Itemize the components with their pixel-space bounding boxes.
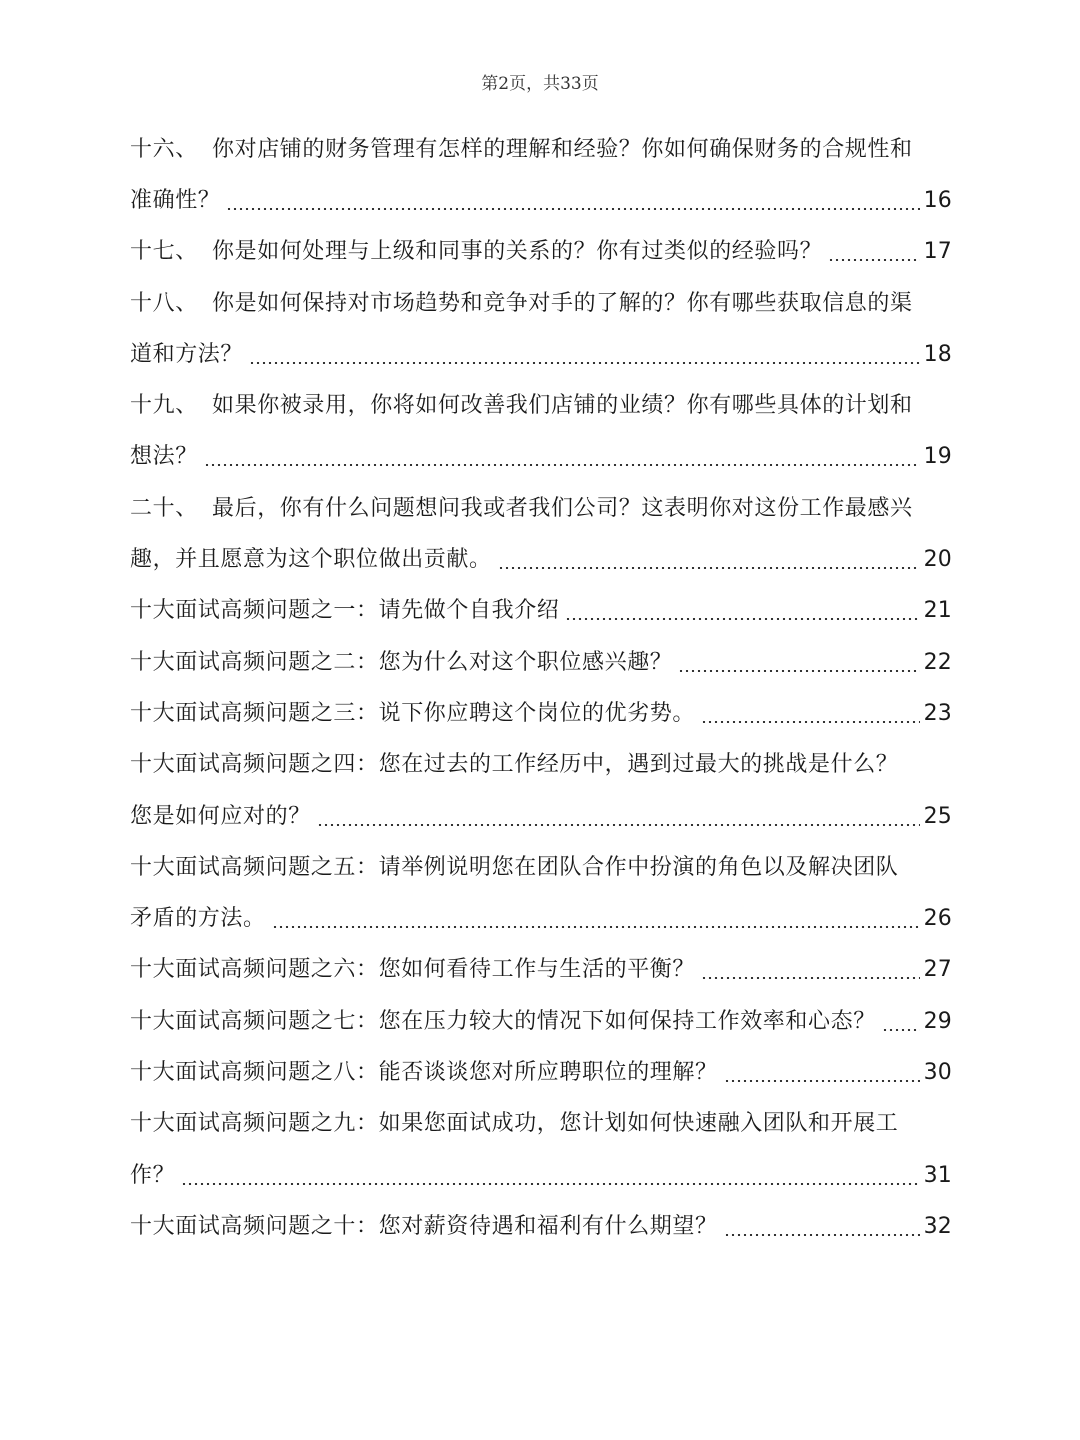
toc-page-number: 18: [923, 341, 952, 367]
toc-entry-title: 十大面试高频问题之六：您如何看待工作与生活的平衡？: [130, 957, 696, 983]
toc-page-number: 31: [923, 1162, 952, 1188]
toc-entry-faq-7[interactable]: [130, 996, 952, 1047]
toc-entry-faq-5-continued[interactable]: [130, 893, 952, 944]
toc-entry-title-continued: 道和方法？: [130, 341, 244, 367]
table-of-contents: [130, 124, 952, 1253]
toc-entry-faq-8[interactable]: [130, 1047, 952, 1098]
dot-leader: [317, 824, 920, 826]
toc-entry-18-continued[interactable]: [130, 329, 952, 380]
toc-entry-faq-2[interactable]: [130, 637, 952, 688]
dot-leader: [724, 1234, 920, 1236]
toc-page-number: 25: [923, 803, 952, 829]
toc-page-number: 20: [923, 547, 952, 573]
toc-entry-title: 十大面试高频问题之八：能否谈谈您对所应聘职位的理解？: [130, 1059, 718, 1085]
toc-page-number: 26: [923, 906, 952, 932]
toc-entry-number: 二十、: [130, 495, 198, 521]
toc-entry-16-continued[interactable]: [130, 175, 952, 226]
dot-leader: [498, 567, 920, 569]
toc-entry-faq-4[interactable]: [130, 740, 952, 791]
toc-page-number: 19: [923, 444, 952, 470]
toc-entry-title-continued: 趣，并且愿意为这个职位做出贡献。: [130, 547, 492, 573]
toc-entry-faq-4-continued[interactable]: [130, 791, 952, 842]
toc-entry-title-continued: 您是如何应对的？: [130, 803, 311, 829]
toc-entry-title: 十大面试高频问题之七：您在压力较大的情况下如何保持工作效率和心态？: [130, 1008, 876, 1034]
toc-entry-16[interactable]: [130, 124, 952, 175]
toc-page-number: 21: [923, 598, 952, 624]
toc-entry-17[interactable]: [130, 227, 952, 278]
toc-entry-title: 你对店铺的财务管理有怎样的理解和经验？你如何确保财务的合规性和: [212, 136, 913, 162]
toc-page-number: 23: [923, 700, 952, 726]
toc-entry-number: 十七、: [130, 239, 198, 265]
toc-entry-title: 十大面试高频问题之十：您对薪资待遇和福利有什么期望？: [130, 1213, 718, 1239]
toc-entry-faq-9-continued[interactable]: [130, 1150, 952, 1201]
dot-leader: [724, 1080, 920, 1082]
toc-entry-title-continued: 准确性？: [130, 187, 221, 213]
toc-entry-19[interactable]: [130, 380, 952, 431]
toc-page-number: 16: [923, 187, 952, 213]
dot-leader: [882, 1029, 920, 1031]
toc-entry-title: 十大面试高频问题之二：您为什么对这个职位感兴趣？: [130, 649, 673, 675]
toc-entry-title-continued: 矛盾的方法。: [130, 906, 266, 932]
dot-leader: [181, 1183, 919, 1185]
toc-entry-18[interactable]: [130, 278, 952, 329]
toc-entry-title: 十大面试高频问题之四：您在过去的工作经历中，遇到过最大的挑战是什么？: [130, 752, 899, 778]
toc-entry-title: 你是如何处理与上级和同事的关系的？你有过类似的经验吗？: [212, 239, 823, 265]
toc-entry-20-continued[interactable]: [130, 534, 952, 585]
toc-entry-title: 十大面试高频问题之三：说下你应聘这个岗位的优劣势。: [130, 700, 696, 726]
toc-page-number: 27: [923, 957, 952, 983]
dot-leader: [828, 259, 919, 261]
toc-entry-title: 十大面试高频问题之五：请举例说明您在团队合作中扮演的角色以及解决团队: [130, 854, 899, 880]
toc-entry-title-continued: 想法？: [130, 444, 198, 470]
toc-entry-faq-3[interactable]: [130, 688, 952, 739]
toc-page-number: 32: [923, 1213, 952, 1239]
dot-leader: [249, 362, 920, 364]
dot-leader: [701, 977, 920, 979]
dot-leader: [565, 618, 919, 620]
dot-leader: [678, 670, 919, 672]
toc-entry-title-continued: 作？: [130, 1162, 176, 1188]
toc-entry-title: 十大面试高频问题之九：如果您面试成功，您计划如何快速融入团队和开展工: [130, 1111, 899, 1137]
toc-page-number: 29: [923, 1008, 952, 1034]
toc-entry-19-continued[interactable]: [130, 432, 952, 483]
toc-entry-number: 十六、: [130, 136, 198, 162]
toc-page-number: 22: [923, 649, 952, 675]
toc-entry-faq-10[interactable]: [130, 1201, 952, 1252]
toc-entry-title: 如果你被录用，你将如何改善我们店铺的业绩？你有哪些具体的计划和: [212, 393, 913, 419]
dot-leader: [204, 464, 920, 466]
dot-leader: [701, 721, 920, 723]
toc-entry-20[interactable]: [130, 483, 952, 534]
toc-entry-faq-9[interactable]: [130, 1099, 952, 1150]
toc-entry-number: 十八、: [130, 290, 198, 316]
toc-entry-number: 十九、: [130, 393, 198, 419]
toc-entry-title: 最后，你有什么问题想问我或者我们公司？这表明你对这份工作最感兴: [212, 495, 913, 521]
toc-page-number: 30: [923, 1059, 952, 1085]
toc-entry-faq-5[interactable]: [130, 842, 952, 893]
page-header: 第2页，共33页: [481, 74, 599, 94]
dot-leader: [272, 926, 920, 928]
dot-leader: [226, 208, 919, 210]
toc-entry-title: 十大面试高频问题之一：请先做个自我介绍: [130, 598, 560, 624]
toc-entry-faq-1[interactable]: [130, 586, 952, 637]
toc-page-number: 17: [923, 239, 952, 265]
toc-entry-faq-6[interactable]: [130, 945, 952, 996]
toc-entry-title: 你是如何保持对市场趋势和竞争对手的了解的？你有哪些获取信息的渠: [212, 290, 913, 316]
